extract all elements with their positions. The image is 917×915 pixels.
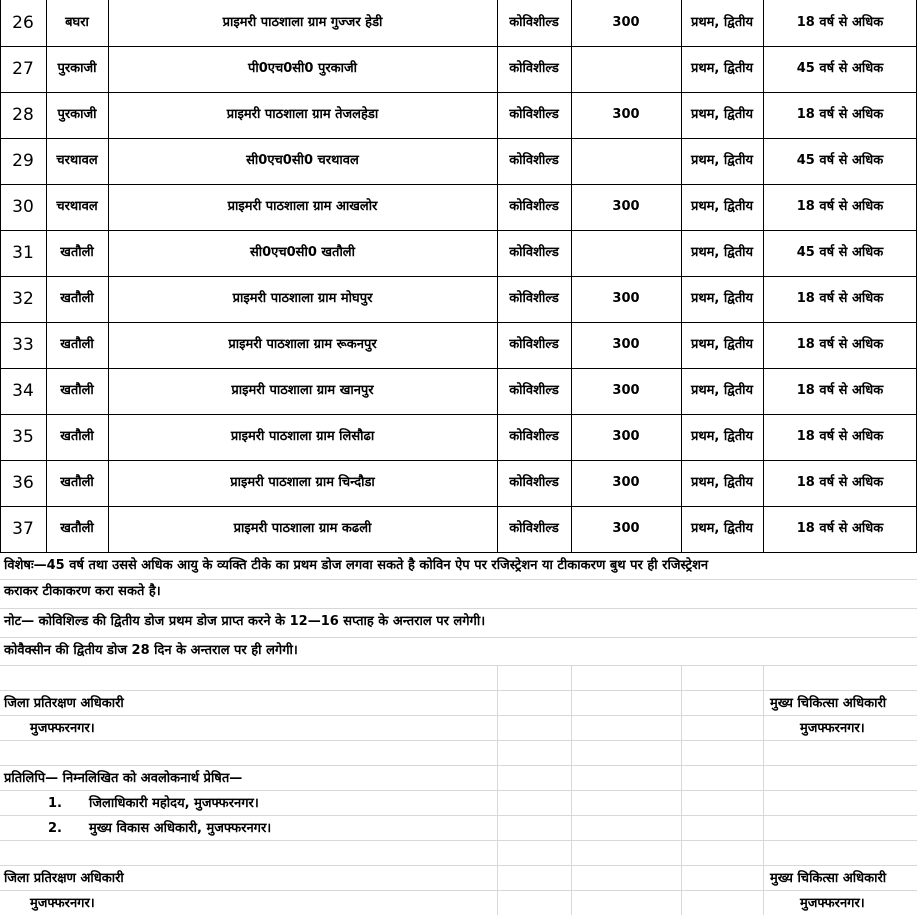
vaccine-name: कोविशील्ड (509, 153, 559, 168)
session-site: प्राइमरी पाठशाला ग्राम रूकनपुर (228, 337, 377, 352)
dose-type: प्रथम, द्वितीय (690, 291, 754, 306)
signatory-right-place: मुजफ्फरनगर। (800, 721, 865, 736)
block-name: खतौली (60, 245, 94, 260)
serial-number: 28 (12, 105, 34, 125)
serial-number: 33 (12, 335, 34, 355)
dose-count: 300 (612, 291, 640, 306)
signatory-right-title: मुख्य चिकित्सा अधिकारी (770, 871, 887, 886)
dose-type: प्रथम, द्वितीय (690, 383, 754, 398)
covishield-note: नोट— कोविशिल्ड की द्वितीय डोज प्रथम डोज प्राप्त करने के 12—16 सप्ताह के अन्तराल पर लगेगी। (4, 614, 486, 629)
session-site: प्राइमरी पाठशाला ग्राम मोघपुर (232, 291, 373, 306)
block-name: खतौली (60, 291, 94, 306)
copy-to-item-text: जिलाधिकारी महोदय, मुजफ्फरनगर। (89, 796, 259, 811)
grid-line (497, 665, 498, 915)
copy-to-item-number: 2. (48, 821, 62, 836)
dose-count (571, 230, 681, 276)
age-group: 18 वर्ष से अधिक (796, 199, 884, 214)
session-site: प्राइमरी पाठशाला ग्राम खानपुर (231, 383, 374, 398)
signatory-left-title: जिला प्रतिरक्षण अधिकारी (4, 696, 124, 711)
serial-number: 34 (12, 381, 34, 401)
dose-type: प्रथम, द्वितीय (690, 429, 754, 444)
age-group: 18 वर्ष से अधिक (796, 475, 884, 490)
block-name: खतौली (60, 429, 94, 444)
signatory-left-place: मुजफ्फरनगर। (30, 721, 95, 736)
age-group: 18 वर्ष से अधिक (796, 429, 884, 444)
block-name: खतौली (60, 383, 94, 398)
vaccine-name: कोविशील्ड (509, 475, 559, 490)
vaccine-name: कोविशील्ड (509, 383, 559, 398)
session-site: प्राइमरी पाठशाला ग्राम लिसौढा (230, 429, 375, 444)
session-site: प्राइमरी पाठशाला ग्राम तेजलहेडा (226, 107, 379, 122)
dose-count: 300 (612, 107, 640, 122)
serial-number: 27 (12, 59, 34, 79)
block-name: खतौली (60, 475, 94, 490)
serial-number: 29 (12, 151, 34, 171)
serial-number: 37 (12, 519, 34, 539)
dose-count (571, 46, 681, 92)
session-site: प्राइमरी पाठशाला ग्राम चिन्दौडा (230, 475, 375, 490)
dose-count: 300 (612, 429, 640, 444)
block-name: खतौली (60, 337, 94, 352)
age-group: 18 वर्ष से अधिक (796, 291, 884, 306)
dose-type: प्रथम, द्वितीय (690, 15, 754, 30)
serial-number: 35 (12, 427, 34, 447)
dose-count: 300 (612, 15, 640, 30)
age-group: 45 वर्ष से अधिक (796, 61, 884, 76)
serial-number: 32 (12, 289, 34, 309)
block-name: चरथावल (56, 153, 98, 168)
age-group: 18 वर्ष से अधिक (796, 15, 884, 30)
serial-number: 30 (12, 197, 34, 217)
special-note-line-1: विशेषः—45 वर्ष तथा उससे अधिक आयु के व्यक्ति टीके का प्रथम डोज लगवा सकते है कोविन ऐप पर रजिस्ट्रेशन या टीकाकरण बुथ पर ही रजिस्ट्रेशन (4, 558, 709, 573)
vaccine-name: कोविशील्ड (509, 429, 559, 444)
vaccine-name: कोविशील्ड (509, 337, 559, 352)
serial-number: 36 (12, 473, 34, 493)
dose-count: 300 (612, 199, 640, 214)
age-group: 18 वर्ष से अधिक (796, 337, 884, 352)
serial-number: 31 (12, 243, 34, 263)
dose-type: प्रथम, द्वितीय (690, 337, 754, 352)
serial-number: 26 (12, 13, 34, 33)
age-group: 45 वर्ष से अधिक (796, 245, 884, 260)
special-note-line-2: कराकर टीकाकरण करा सकते है। (4, 584, 161, 599)
age-group: 45 वर्ष से अधिक (796, 153, 884, 168)
dose-count: 300 (612, 521, 640, 536)
covaxin-note: कोवैक्सीन की द्वितीय डोज 28 दिन के अन्तराल पर ही लगेगी। (4, 643, 298, 658)
vaccine-name: कोविशील्ड (509, 245, 559, 260)
dose-type: प्रथम, द्वितीय (690, 245, 754, 260)
signatory-left-place: मुजफ्फरनगर। (30, 896, 95, 911)
vaccine-name: कोविशील्ड (509, 199, 559, 214)
dose-type: प्रथम, द्वितीय (690, 153, 754, 168)
age-group: 18 वर्ष से अधिक (796, 383, 884, 398)
block-name: बघरा (65, 15, 89, 30)
block-name: पुरकाजी (57, 107, 97, 122)
dose-type: प्रथम, द्वितीय (690, 61, 754, 76)
dose-type: प्रथम, द्वितीय (690, 107, 754, 122)
vaccine-name: कोविशील्ड (509, 521, 559, 536)
signatory-right-title: मुख्य चिकित्सा अधिकारी (770, 696, 887, 711)
block-name: खतौली (60, 521, 94, 536)
signatory-left-title: जिला प्रतिरक्षण अधिकारी (4, 871, 124, 886)
dose-count: 300 (612, 383, 640, 398)
dose-type: प्रथम, द्वितीय (690, 521, 754, 536)
block-name: पुरकाजी (57, 61, 97, 76)
dose-count: 300 (612, 475, 640, 490)
age-group: 18 वर्ष से अधिक (796, 521, 884, 536)
session-site: सी0एच0सी0 खतौली (249, 245, 355, 260)
block-name: चरथावल (56, 199, 98, 214)
session-site: प्राइमरी पाठशाला ग्राम आखलोर (227, 199, 378, 214)
vaccine-name: कोविशील्ड (509, 61, 559, 76)
grid-line (571, 665, 572, 915)
signatory-right-place: मुजफ्फरनगर। (800, 896, 865, 911)
dose-count: 300 (612, 337, 640, 352)
vaccine-name: कोविशील्ड (509, 291, 559, 306)
dose-type: प्रथम, द्वितीय (690, 199, 754, 214)
grid-line (681, 665, 682, 915)
vaccine-name: कोविशील्ड (509, 107, 559, 122)
vaccine-name: कोविशील्ड (509, 15, 559, 30)
session-site: प्राइमरी पाठशाला ग्राम कढली (233, 521, 372, 536)
copy-to-heading: प्रतिलिपि— निम्नलिखित को अवलोकनार्थ प्रेषित— (4, 771, 243, 786)
grid-line (0, 665, 917, 666)
session-site: पी0एच0सी0 पुरकाजी (247, 61, 358, 76)
age-group: 18 वर्ष से अधिक (796, 107, 884, 122)
session-site: सी0एच0सी0 चरथावल (246, 153, 359, 168)
session-site: प्राइमरी पाठशाला ग्राम गुज्जर हेडी (222, 15, 383, 30)
dose-type: प्रथम, द्वितीय (690, 475, 754, 490)
dose-count (571, 138, 681, 184)
copy-to-item-text: मुख्य विकास अधिकारी, मुजफ्फरनगर। (89, 821, 272, 836)
copy-to-item-number: 1. (48, 796, 62, 811)
